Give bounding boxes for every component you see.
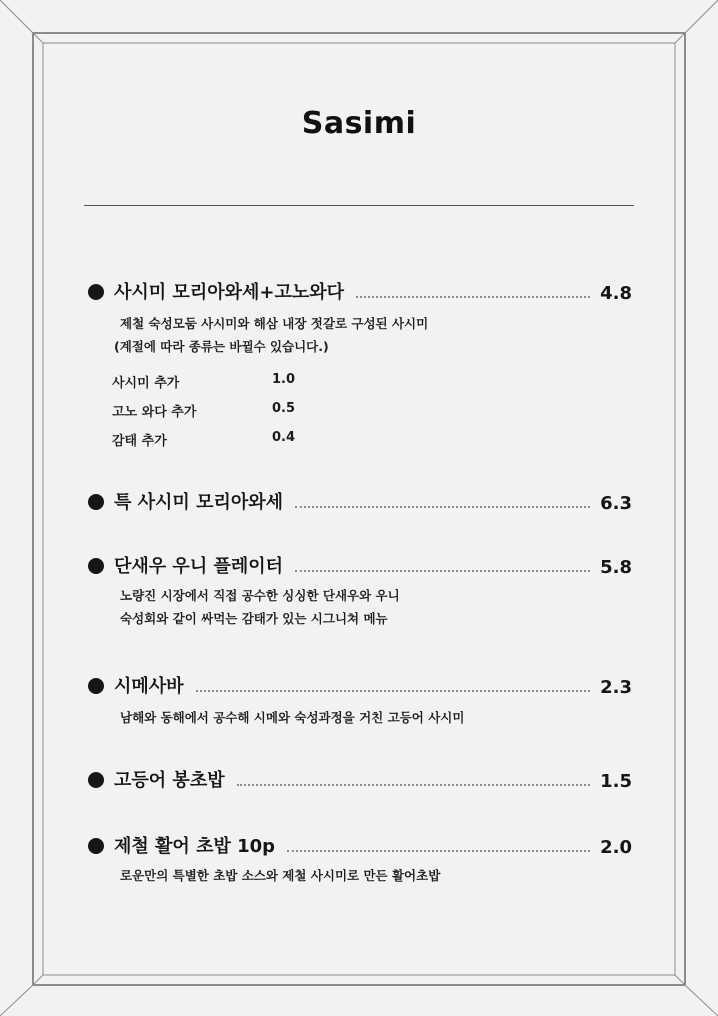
menu-item-price: 2.3 xyxy=(600,677,632,698)
menu-item xyxy=(88,834,632,887)
dot-leader xyxy=(237,784,591,786)
addon-price: 1.0 xyxy=(272,372,296,387)
bullet-icon xyxy=(88,838,104,854)
addon-price: 0.5 xyxy=(272,401,296,416)
bullet-icon xyxy=(88,284,104,300)
menu-item-header xyxy=(88,280,632,304)
menu-item xyxy=(88,554,632,630)
menu-item-name: 시메사바 xyxy=(114,676,184,697)
description-line: 로운만의 특별한 초밥 소스와 제철 사시미로 만든 활어초밥 xyxy=(120,868,441,883)
menu-item-description xyxy=(88,706,632,729)
menu-item-header xyxy=(88,834,632,858)
menu-item-name: 특 사시미 모리아와세 xyxy=(114,492,284,513)
menu-item-header xyxy=(88,490,632,514)
description-line: 제철 숙성모둠 사시미와 해삼 내장 젓갈로 구성된 사시미 xyxy=(120,316,429,331)
dot-leader xyxy=(295,506,590,508)
addon-name: 감태 추가 xyxy=(112,434,167,449)
menu-item xyxy=(88,674,632,729)
menu-item-header xyxy=(88,554,632,578)
description-line: 노량진 시장에서 직접 공수한 싱싱한 단새우와 우니 xyxy=(120,588,400,603)
dot-leader xyxy=(287,850,590,852)
description-line: 남해와 동해에서 공수해 시메와 숙성과정을 거친 고등어 사시미 xyxy=(120,710,465,725)
dot-leader xyxy=(295,570,590,572)
menu-item-description xyxy=(88,864,632,887)
dot-leader xyxy=(196,690,591,692)
menu-item-description xyxy=(88,312,632,358)
menu-item xyxy=(88,280,632,358)
description-line: (계절에 따라 종류는 바뀔수 있습니다.) xyxy=(114,339,329,354)
dot-leader xyxy=(356,296,590,298)
addon-name: 사시미 추가 xyxy=(112,376,180,391)
bullet-icon xyxy=(88,772,104,788)
menu-item-price: 6.3 xyxy=(600,493,632,514)
bullet-icon xyxy=(88,678,104,694)
menu-item-header xyxy=(88,674,632,698)
bullet-icon xyxy=(88,558,104,574)
menu-item-header xyxy=(88,768,632,792)
menu-item-price: 2.0 xyxy=(600,837,632,858)
menu-item-name: 제철 활어 초밥 10p xyxy=(114,836,276,857)
addon-price: 0.4 xyxy=(272,430,296,445)
menu-item-name: 사시미 모리아와세+고노와다 xyxy=(114,282,345,303)
menu-item-description xyxy=(88,584,632,630)
title-divider xyxy=(84,205,634,206)
addon-name: 고노 와다 추가 xyxy=(112,405,197,420)
menu-item xyxy=(88,768,632,792)
menu-item xyxy=(88,490,632,514)
menu-item-price: 5.8 xyxy=(600,557,632,578)
menu-item-name: 고등어 봉초밥 xyxy=(114,770,225,791)
menu-item-price: 1.5 xyxy=(600,771,632,792)
page-title: Sasimi xyxy=(301,106,417,141)
description-line: 숙성회와 같이 싸먹는 감태가 있는 시그니쳐 메뉴 xyxy=(120,611,388,626)
bullet-icon xyxy=(88,494,104,510)
menu-item-price: 4.8 xyxy=(600,283,632,304)
menu-item-name: 단새우 우니 플레이터 xyxy=(114,556,284,577)
